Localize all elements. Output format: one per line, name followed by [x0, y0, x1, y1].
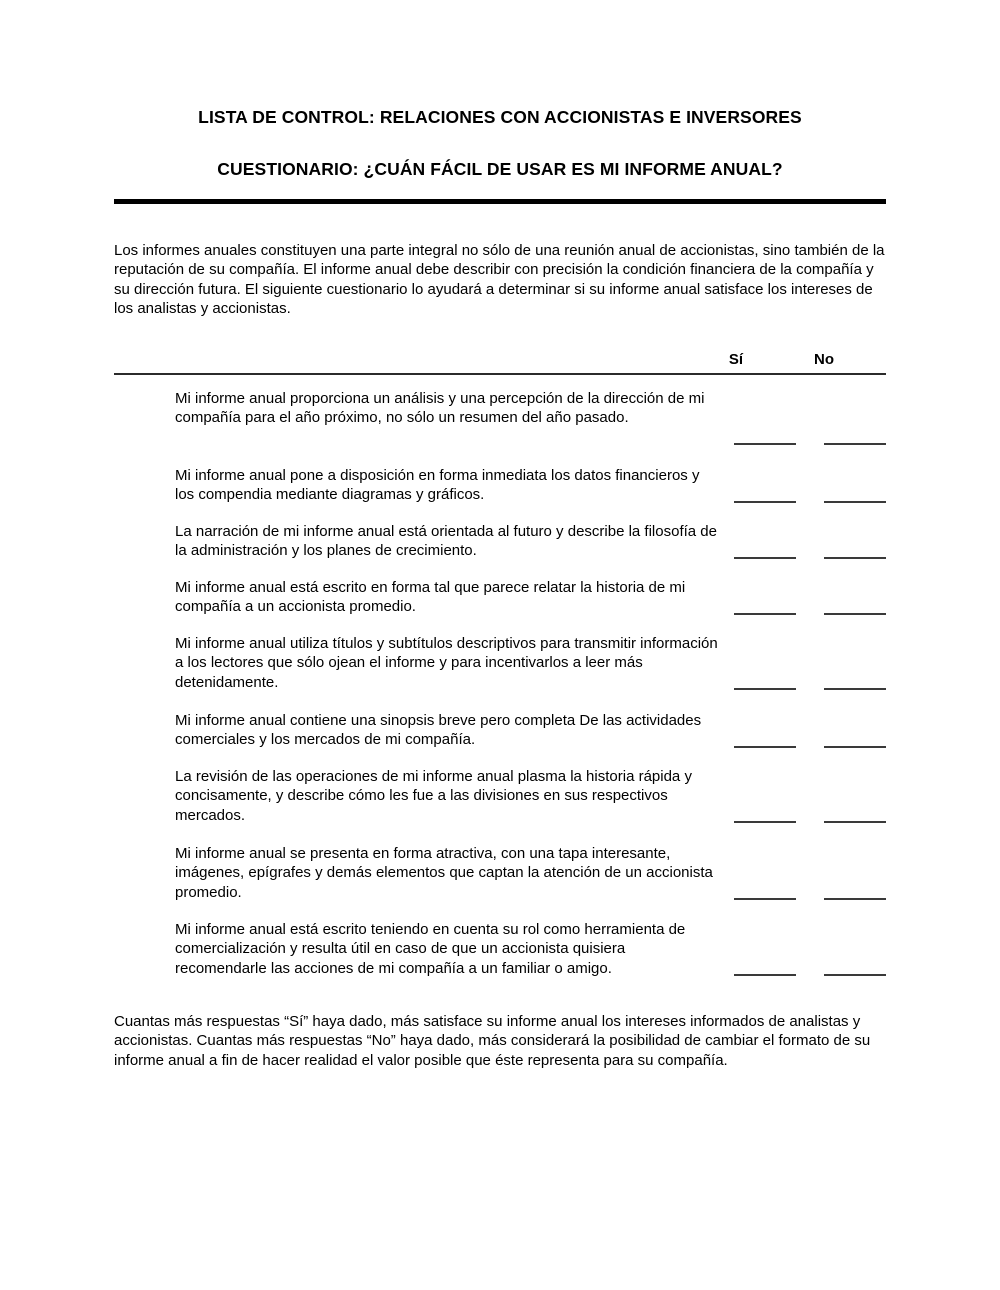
answer-blank-yes[interactable] — [734, 821, 796, 823]
page-subtitle: CUESTIONARIO: ¿CUÁN FÁCIL DE USAR ES MI INFORME ANUAL? — [217, 159, 783, 179]
table-header-divider — [114, 373, 886, 375]
answer-blank-no[interactable] — [824, 613, 886, 615]
question-text: Mi informe anual utiliza títulos y subtítulos descriptivos para transmitir información a los lectores que sólo ojean el informe y para incentivarlos a leer más detenidamente. — [175, 635, 718, 691]
answer-blank-no[interactable] — [824, 501, 886, 503]
question-row — [0, 634, 1000, 692]
title-block — [114, 106, 886, 180]
question-row — [0, 844, 1000, 902]
question-row — [0, 466, 1000, 505]
question-text: Mi informe anual se presenta en forma atractiva, con una tapa interesante, imágenes, epígrafes y demás elementos que captan la atención de un accionista promedio. — [175, 845, 713, 901]
answer-blank-no[interactable] — [824, 688, 886, 690]
intro-paragraph: Los informes anuales constituyen una parte integral no sólo de una reunión anual de accionistas, sino también de la reputación de su compañía. El informe anual debe describir con precisión la condición financiera de la compañía y su dirección futura. El siguiente cuestionario lo ayudará a determinar si su informe anual satisface los intereses de los analistas y accionistas. — [114, 242, 885, 318]
question-row — [0, 920, 1000, 978]
question-row — [0, 711, 1000, 750]
answer-blank-yes[interactable] — [734, 974, 796, 976]
question-text: Mi informe anual pone a disposición en forma inmediata los datos financieros y los compendia mediante diagramas y gráficos. — [175, 467, 700, 504]
answer-blank-yes[interactable] — [734, 501, 796, 503]
answer-blank-no[interactable] — [824, 898, 886, 900]
answer-marks — [734, 844, 894, 902]
answer-marks — [734, 522, 894, 561]
answer-marks — [734, 634, 894, 692]
question-text: Mi informe anual está escrito teniendo en cuenta su rol como herramienta de comercialización y resulta útil en caso de que un accionista quisiera recomendarle las acciones de mi compañía a un familiar o amigo. — [175, 921, 686, 977]
question-row — [0, 578, 1000, 617]
answer-blank-no[interactable] — [824, 443, 886, 445]
closing-paragraph: Cuantas más respuestas “Sí” haya dado, más satisface su informe anual los intereses informados de analistas y accionistas. Cuantas más respuestas “No” haya dado, más considerará la posibilidad de cambiar el formato de su informe anual a fin de hacer realidad el valor posible que éste representa para su compañía. — [114, 1013, 871, 1069]
answer-marks — [734, 578, 894, 617]
answer-blank-yes[interactable] — [734, 443, 796, 445]
answer-marks — [734, 920, 894, 978]
answer-marks — [734, 711, 894, 750]
question-text: Mi informe anual contiene una sinopsis breve pero completa De las actividades comerciales y los mercados de mi compañía. — [175, 712, 702, 749]
answer-blank-no[interactable] — [824, 974, 886, 976]
question-row — [0, 389, 1000, 447]
answer-blank-yes[interactable] — [734, 557, 796, 559]
answer-blank-yes[interactable] — [734, 898, 796, 900]
question-text: Mi informe anual proporciona un análisis y una percepción de la dirección de mi compañía para el año próximo, no sólo un resumen del año pasado. — [175, 390, 705, 427]
question-row — [0, 767, 1000, 825]
header-divider — [114, 199, 886, 204]
question-row — [0, 522, 1000, 561]
answer-column-headers — [114, 351, 886, 371]
answer-marks — [734, 466, 894, 505]
question-text: Mi informe anual está escrito en forma tal que parece relatar la historia de mi compañía a un accionista promedio. — [175, 579, 686, 616]
answer-blank-no[interactable] — [824, 746, 886, 748]
question-text: La revisión de las operaciones de mi informe anual plasma la historia rápida y concisamente, y describe cómo les fue a las divisiones en sus respectivos mercados. — [175, 768, 692, 824]
answer-blank-yes[interactable] — [734, 613, 796, 615]
answer-marks — [734, 767, 894, 825]
page-title: LISTA DE CONTROL: RELACIONES CON ACCIONISTAS E INVERSORES — [198, 107, 802, 127]
answer-blank-no[interactable] — [824, 821, 886, 823]
answer-blank-yes[interactable] — [734, 688, 796, 690]
column-header-no: No — [814, 351, 834, 368]
answer-marks — [734, 389, 894, 447]
question-text: La narración de mi informe anual está orientada al futuro y describe la filosofía de la administración y los planes de crecimiento. — [175, 523, 717, 560]
column-header-yes: Sí — [728, 351, 744, 368]
answer-blank-yes[interactable] — [734, 746, 796, 748]
answer-blank-no[interactable] — [824, 557, 886, 559]
